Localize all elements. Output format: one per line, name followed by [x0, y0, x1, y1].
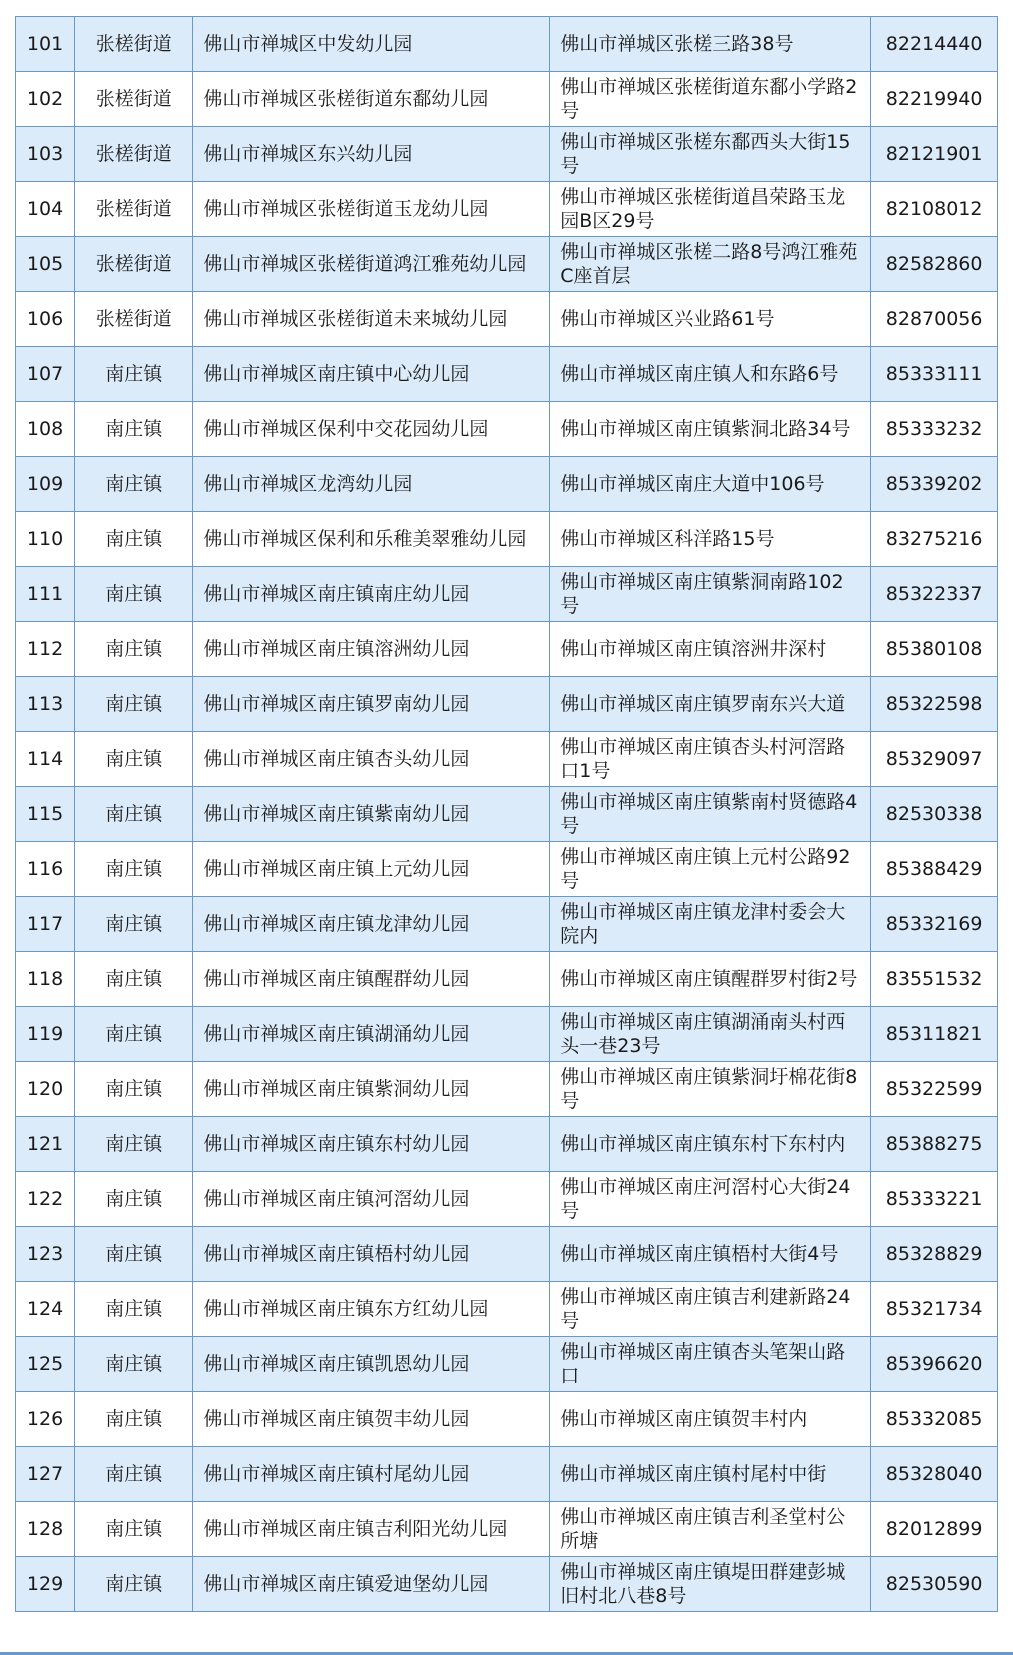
row-number: 111 [16, 567, 75, 622]
address-cell: 佛山市禅城区南庄镇紫洞南路102号 [550, 567, 871, 622]
phone-cell: 85388429 [871, 842, 998, 897]
table-row [16, 1337, 998, 1392]
district-cell: 张槎街道 [75, 72, 193, 127]
table-row [16, 512, 998, 567]
phone-cell: 85396620 [871, 1337, 998, 1392]
row-number: 112 [16, 622, 75, 677]
row-number: 119 [16, 1007, 75, 1062]
row-number: 103 [16, 127, 75, 182]
address-cell: 佛山市禅城区南庄镇上元村公路92号 [550, 842, 871, 897]
phone-cell: 82012899 [871, 1502, 998, 1557]
row-number: 106 [16, 292, 75, 347]
kindergarten-name-cell: 佛山市禅城区保利中交花园幼儿园 [193, 402, 550, 457]
table-row [16, 1007, 998, 1062]
row-number: 117 [16, 897, 75, 952]
table-row [16, 1172, 998, 1227]
phone-cell: 85339202 [871, 457, 998, 512]
address-cell: 佛山市禅城区南庄镇湖涌南头村西头一巷23号 [550, 1007, 871, 1062]
phone-cell: 85333221 [871, 1172, 998, 1227]
address-cell: 佛山市禅城区南庄镇梧村大街4号 [550, 1227, 871, 1282]
address-cell: 佛山市禅城区南庄镇东村下东村内 [550, 1117, 871, 1172]
kindergarten-name-cell: 佛山市禅城区南庄镇梧村幼儿园 [193, 1227, 550, 1282]
address-cell: 佛山市禅城区张槎街道昌荣路玉龙园B区29号 [550, 182, 871, 237]
district-cell: 南庄镇 [75, 1227, 193, 1282]
district-cell: 南庄镇 [75, 457, 193, 512]
address-cell: 佛山市禅城区兴业路61号 [550, 292, 871, 347]
row-number: 121 [16, 1117, 75, 1172]
row-number: 129 [16, 1557, 75, 1612]
phone-cell: 85329097 [871, 732, 998, 787]
kindergarten-name-cell: 佛山市禅城区南庄镇吉利阳光幼儿园 [193, 1502, 550, 1557]
phone-cell: 83551532 [871, 952, 998, 1007]
row-number: 120 [16, 1062, 75, 1117]
kindergarten-name-cell: 佛山市禅城区南庄镇醒群幼儿园 [193, 952, 550, 1007]
district-cell: 张槎街道 [75, 292, 193, 347]
table-row [16, 567, 998, 622]
kindergarten-name-cell: 佛山市禅城区龙湾幼儿园 [193, 457, 550, 512]
district-cell: 南庄镇 [75, 842, 193, 897]
address-cell: 佛山市禅城区南庄镇溶洲井深村 [550, 622, 871, 677]
phone-cell: 85322337 [871, 567, 998, 622]
address-cell: 佛山市禅城区南庄镇紫洞圩棉花街8号 [550, 1062, 871, 1117]
row-number: 126 [16, 1392, 75, 1447]
district-cell: 南庄镇 [75, 1337, 193, 1392]
district-cell: 南庄镇 [75, 347, 193, 402]
row-number: 101 [16, 17, 75, 72]
table-row [16, 457, 998, 512]
kindergarten-name-cell: 佛山市禅城区张槎街道鸿江雅苑幼儿园 [193, 237, 550, 292]
district-cell: 南庄镇 [75, 1282, 193, 1337]
kindergarten-name-cell: 佛山市禅城区南庄镇杏头幼儿园 [193, 732, 550, 787]
kindergarten-name-cell: 佛山市禅城区南庄镇湖涌幼儿园 [193, 1007, 550, 1062]
address-cell: 佛山市禅城区张槎三路38号 [550, 17, 871, 72]
district-cell: 南庄镇 [75, 952, 193, 1007]
district-cell: 南庄镇 [75, 1447, 193, 1502]
phone-cell: 85388275 [871, 1117, 998, 1172]
phone-cell: 85333232 [871, 402, 998, 457]
address-cell: 佛山市禅城区张槎东鄱西头大街15号 [550, 127, 871, 182]
address-cell: 佛山市禅城区南庄河滘村心大街24号 [550, 1172, 871, 1227]
district-cell: 南庄镇 [75, 897, 193, 952]
table-row [16, 1447, 998, 1502]
row-number: 107 [16, 347, 75, 402]
district-cell: 南庄镇 [75, 732, 193, 787]
kindergarten-name-cell: 佛山市禅城区南庄镇龙津幼儿园 [193, 897, 550, 952]
address-cell: 佛山市禅城区南庄镇紫洞北路34号 [550, 402, 871, 457]
phone-cell: 85332085 [871, 1392, 998, 1447]
district-cell: 南庄镇 [75, 567, 193, 622]
table-row [16, 17, 998, 72]
table-row [16, 1502, 998, 1557]
kindergarten-name-cell: 佛山市禅城区南庄镇凯恩幼儿园 [193, 1337, 550, 1392]
kindergarten-table [15, 16, 998, 1612]
kindergarten-name-cell: 佛山市禅城区南庄镇贺丰幼儿园 [193, 1392, 550, 1447]
district-cell: 张槎街道 [75, 127, 193, 182]
phone-cell: 82582860 [871, 237, 998, 292]
phone-cell: 85328829 [871, 1227, 998, 1282]
kindergarten-name-cell: 佛山市禅城区张槎街道玉龙幼儿园 [193, 182, 550, 237]
district-cell: 张槎街道 [75, 237, 193, 292]
district-cell: 南庄镇 [75, 512, 193, 567]
table-row [16, 897, 998, 952]
table-row [16, 952, 998, 1007]
row-number: 122 [16, 1172, 75, 1227]
district-cell: 南庄镇 [75, 402, 193, 457]
table-body [16, 17, 998, 1612]
kindergarten-name-cell: 佛山市禅城区东兴幼儿园 [193, 127, 550, 182]
row-number: 114 [16, 732, 75, 787]
phone-cell: 82530590 [871, 1557, 998, 1612]
row-number: 115 [16, 787, 75, 842]
address-cell: 佛山市禅城区南庄镇人和东路6号 [550, 347, 871, 402]
phone-cell: 85322599 [871, 1062, 998, 1117]
table-row [16, 1557, 998, 1612]
kindergarten-name-cell: 佛山市禅城区张槎街道东鄱幼儿园 [193, 72, 550, 127]
phone-cell: 82530338 [871, 787, 998, 842]
row-number: 110 [16, 512, 75, 567]
phone-cell: 82219940 [871, 72, 998, 127]
phone-cell: 82108012 [871, 182, 998, 237]
address-cell: 佛山市禅城区南庄镇罗南东兴大道 [550, 677, 871, 732]
phone-cell: 85321734 [871, 1282, 998, 1337]
address-cell: 佛山市禅城区南庄镇龙津村委会大院内 [550, 897, 871, 952]
table-row [16, 347, 998, 402]
kindergarten-name-cell: 佛山市禅城区南庄镇罗南幼儿园 [193, 677, 550, 732]
row-number: 118 [16, 952, 75, 1007]
district-cell: 南庄镇 [75, 1172, 193, 1227]
phone-cell: 85322598 [871, 677, 998, 732]
phone-cell: 85380108 [871, 622, 998, 677]
table-row [16, 182, 998, 237]
row-number: 128 [16, 1502, 75, 1557]
table-row [16, 622, 998, 677]
row-number: 124 [16, 1282, 75, 1337]
row-number: 113 [16, 677, 75, 732]
kindergarten-name-cell: 佛山市禅城区南庄镇溶洲幼儿园 [193, 622, 550, 677]
table-row [16, 402, 998, 457]
row-number: 116 [16, 842, 75, 897]
address-cell: 佛山市禅城区南庄镇吉利建新路24号 [550, 1282, 871, 1337]
phone-cell: 83275216 [871, 512, 998, 567]
table-row [16, 72, 998, 127]
district-cell: 南庄镇 [75, 622, 193, 677]
row-number: 105 [16, 237, 75, 292]
table-row [16, 1117, 998, 1172]
district-cell: 南庄镇 [75, 1062, 193, 1117]
kindergarten-name-cell: 佛山市禅城区中发幼儿园 [193, 17, 550, 72]
address-cell: 佛山市禅城区南庄镇堤田群建彭城旧村北八巷8号 [550, 1557, 871, 1612]
kindergarten-name-cell: 佛山市禅城区保利和乐稚美翠雅幼儿园 [193, 512, 550, 567]
address-cell: 佛山市禅城区南庄镇杏头笔架山路口 [550, 1337, 871, 1392]
address-cell: 佛山市禅城区南庄大道中106号 [550, 457, 871, 512]
kindergarten-name-cell: 佛山市禅城区南庄镇紫洞幼儿园 [193, 1062, 550, 1117]
address-cell: 佛山市禅城区张槎街道东鄱小学路2号 [550, 72, 871, 127]
address-cell: 佛山市禅城区科洋路15号 [550, 512, 871, 567]
phone-cell: 82121901 [871, 127, 998, 182]
kindergarten-name-cell: 佛山市禅城区南庄镇河滘幼儿园 [193, 1172, 550, 1227]
district-cell: 南庄镇 [75, 1007, 193, 1062]
kindergarten-name-cell: 佛山市禅城区张槎街道未来城幼儿园 [193, 292, 550, 347]
kindergarten-name-cell: 佛山市禅城区南庄镇中心幼儿园 [193, 347, 550, 402]
phone-cell: 82214440 [871, 17, 998, 72]
row-number: 125 [16, 1337, 75, 1392]
table-row [16, 842, 998, 897]
district-cell: 南庄镇 [75, 1117, 193, 1172]
table-row [16, 1062, 998, 1117]
row-number: 109 [16, 457, 75, 512]
table-row [16, 677, 998, 732]
table-row [16, 732, 998, 787]
kindergarten-name-cell: 佛山市禅城区南庄镇南庄幼儿园 [193, 567, 550, 622]
address-cell: 佛山市禅城区南庄镇吉利圣堂村公所塘 [550, 1502, 871, 1557]
district-cell: 南庄镇 [75, 1557, 193, 1612]
table-row [16, 292, 998, 347]
table-row [16, 237, 998, 292]
address-cell: 佛山市禅城区南庄镇醒群罗村街2号 [550, 952, 871, 1007]
row-number: 104 [16, 182, 75, 237]
phone-cell: 85328040 [871, 1447, 998, 1502]
row-number: 108 [16, 402, 75, 457]
kindergarten-name-cell: 佛山市禅城区南庄镇东方红幼儿园 [193, 1282, 550, 1337]
address-cell: 佛山市禅城区南庄镇贺丰村内 [550, 1392, 871, 1447]
kindergarten-name-cell: 佛山市禅城区南庄镇上元幼儿园 [193, 842, 550, 897]
district-cell: 张槎街道 [75, 17, 193, 72]
table-row [16, 787, 998, 842]
table-row [16, 1227, 998, 1282]
address-cell: 佛山市禅城区南庄镇村尾村中街 [550, 1447, 871, 1502]
kindergarten-name-cell: 佛山市禅城区南庄镇东村幼儿园 [193, 1117, 550, 1172]
phone-cell: 85311821 [871, 1007, 998, 1062]
table-row [16, 1392, 998, 1447]
district-cell: 南庄镇 [75, 1392, 193, 1447]
district-cell: 南庄镇 [75, 1502, 193, 1557]
address-cell: 佛山市禅城区张槎二路8号鸿江雅苑C座首层 [550, 237, 871, 292]
address-cell: 佛山市禅城区南庄镇紫南村贤德路4号 [550, 787, 871, 842]
kindergarten-name-cell: 佛山市禅城区南庄镇爱迪堡幼儿园 [193, 1557, 550, 1612]
phone-cell: 85333111 [871, 347, 998, 402]
kindergarten-name-cell: 佛山市禅城区南庄镇紫南幼儿园 [193, 787, 550, 842]
table-row [16, 127, 998, 182]
phone-cell: 85332169 [871, 897, 998, 952]
table-row [16, 1282, 998, 1337]
row-number: 123 [16, 1227, 75, 1282]
row-number: 127 [16, 1447, 75, 1502]
kindergarten-name-cell: 佛山市禅城区南庄镇村尾幼儿园 [193, 1447, 550, 1502]
phone-cell: 82870056 [871, 292, 998, 347]
address-cell: 佛山市禅城区南庄镇杏头村河滘路口1号 [550, 732, 871, 787]
district-cell: 张槎街道 [75, 182, 193, 237]
district-cell: 南庄镇 [75, 677, 193, 732]
district-cell: 南庄镇 [75, 787, 193, 842]
row-number: 102 [16, 72, 75, 127]
